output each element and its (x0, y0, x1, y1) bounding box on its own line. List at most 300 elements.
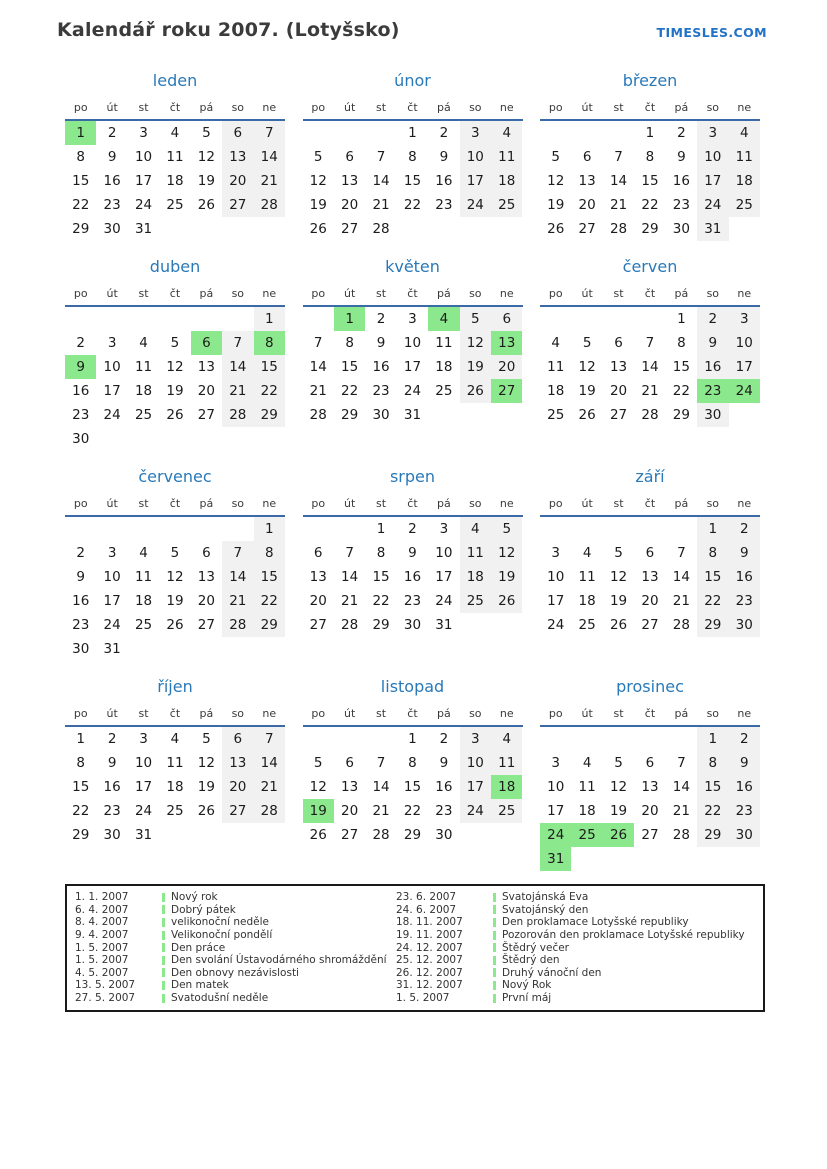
day-cell: 16 (729, 565, 760, 589)
day-cell: 4 (729, 121, 760, 145)
weekday-header: út (106, 707, 118, 720)
day-cell: 8 (697, 541, 728, 565)
day-cell: 7 (376, 755, 386, 771)
day-cell: 7 (677, 545, 686, 561)
day-cell-empty (159, 427, 190, 451)
week-row (303, 823, 523, 847)
weekday-header-row (303, 285, 523, 307)
holiday-day-cell: 25 (571, 823, 602, 847)
weekday-header: pá (674, 497, 689, 510)
day-cell: 31 (435, 617, 453, 633)
day-cell: 22 (403, 197, 422, 213)
week-row (65, 145, 285, 169)
weekday-header: pá (437, 707, 451, 720)
day-cell-empty (254, 217, 285, 241)
months-grid (65, 71, 760, 871)
day-cell: 24 (547, 617, 565, 633)
day-cell-empty (729, 403, 760, 427)
day-cell: 27 (222, 193, 253, 217)
weekday-header: ne (499, 101, 514, 114)
day-cell: 5 (313, 149, 323, 165)
day-cell: 25 (491, 193, 522, 217)
holiday-date: 24. 6. 2007 (396, 903, 457, 916)
week-row (540, 145, 760, 169)
day-cell-empty (540, 727, 571, 751)
weekday-header: pá (674, 287, 689, 300)
weekday-header: po (311, 287, 326, 300)
holiday-marker (162, 905, 165, 914)
holiday-marker (162, 918, 165, 927)
day-cell: 16 (729, 775, 760, 799)
weekday-header-row (540, 705, 760, 727)
holiday-item (75, 954, 396, 967)
day-cell: 28 (641, 407, 659, 423)
day-cell: 21 (222, 379, 253, 403)
day-cell: 18 (166, 779, 184, 795)
day-cell: 5 (170, 545, 180, 561)
holiday-item (396, 904, 763, 917)
day-cell: 10 (403, 335, 422, 351)
day-cell: 8 (345, 335, 354, 351)
day-cell: 30 (729, 823, 760, 847)
day-cell-empty (96, 307, 127, 331)
month-title: srpen (389, 467, 436, 486)
weekday-header: út (343, 287, 356, 300)
week-row (540, 541, 760, 565)
week-row (303, 169, 523, 193)
holiday-item (75, 916, 396, 929)
day-cell: 16 (697, 355, 728, 379)
holiday-name: Den svolání Ústavodárného shromáždění (171, 954, 387, 967)
day-cell: 29 (672, 407, 690, 423)
day-cell: 11 (134, 569, 153, 585)
holiday-item (396, 916, 763, 929)
day-cell-empty (491, 823, 522, 847)
day-cell: 17 (134, 779, 153, 795)
day-cell: 5 (551, 149, 560, 165)
holiday-marker (493, 931, 496, 940)
day-cell: 11 (491, 751, 522, 775)
week-row (540, 589, 760, 613)
day-cell: 23 (435, 803, 453, 819)
day-cell: 18 (578, 593, 596, 609)
day-cell: 31 (103, 641, 121, 657)
month-title: prosinec (616, 677, 684, 696)
day-cell: 17 (435, 569, 453, 585)
day-cell: 7 (645, 335, 655, 351)
day-cell: 29 (254, 613, 285, 637)
day-cell: 29 (697, 613, 728, 637)
day-cell: 20 (641, 593, 659, 609)
day-cell: 22 (403, 803, 422, 819)
weekday-header: čt (407, 287, 418, 300)
day-cell: 13 (578, 173, 596, 189)
day-cell: 15 (672, 359, 690, 375)
weekday-header: pá (199, 287, 214, 300)
day-cell: 11 (729, 145, 760, 169)
day-cell: 5 (202, 731, 211, 747)
weekday-header: út (106, 497, 118, 510)
day-cell: 15 (403, 779, 422, 795)
holiday-marker (162, 994, 165, 1003)
holiday-day-cell: 9 (65, 355, 96, 379)
weekday-header: ne (262, 707, 277, 720)
week-row (303, 589, 523, 613)
day-cell: 12 (197, 149, 215, 165)
day-cell: 14 (609, 173, 628, 189)
day-cell: 10 (103, 359, 121, 375)
holiday-name: Den matek (171, 979, 229, 992)
week-row (65, 565, 285, 589)
week-row (65, 637, 285, 661)
week-row (540, 799, 760, 823)
weekday-header: út (343, 101, 356, 114)
day-cell-empty (303, 307, 334, 331)
day-cell: 10 (460, 751, 491, 775)
page-title: Kalendář roku 2007. (Lotyšsko) (57, 19, 400, 41)
day-cell: 21 (341, 593, 359, 609)
day-cell-empty (603, 517, 634, 541)
day-cell: 2 (76, 335, 85, 351)
weekday-header: po (311, 101, 326, 114)
holiday-name: Druhý vánoční den (502, 966, 602, 979)
day-cell: 22 (341, 383, 359, 399)
day-cell: 13 (222, 145, 253, 169)
week-row (65, 193, 285, 217)
day-cell: 12 (491, 541, 522, 565)
day-cell: 20 (197, 593, 215, 609)
week-row (540, 823, 760, 847)
week-row (65, 799, 285, 823)
weekday-header: út (581, 101, 593, 114)
day-cell: 8 (697, 751, 728, 775)
day-cell: 23 (103, 197, 121, 213)
day-cell: 28 (341, 617, 359, 633)
day-cell: 28 (309, 407, 327, 423)
weekday-header: pá (199, 101, 214, 114)
day-cell-empty (460, 823, 491, 847)
day-cell: 16 (72, 593, 90, 609)
day-cell: 20 (341, 803, 359, 819)
day-cell-empty (222, 823, 253, 847)
day-cell: 14 (672, 779, 690, 795)
day-cell-empty (571, 847, 602, 871)
day-cell: 8 (376, 545, 386, 561)
day-cell: 11 (491, 145, 522, 169)
weekday-header-row (540, 495, 760, 517)
day-cell: 15 (341, 359, 359, 375)
weekday-header: po (73, 287, 88, 300)
day-cell: 4 (139, 545, 148, 561)
holiday-name: Den proklamace Lotyšské republiky (502, 916, 689, 929)
day-cell: 12 (578, 359, 596, 375)
day-cell: 9 (439, 149, 449, 165)
holiday-item (75, 904, 396, 917)
holiday-date: 4. 5. 2007 (75, 966, 129, 979)
day-cell: 8 (408, 149, 417, 165)
day-cell: 12 (309, 779, 327, 795)
weekday-header: st (613, 287, 624, 300)
weekday-header: st (376, 497, 387, 510)
holiday-day-cell: 1 (65, 121, 96, 145)
day-cell: 13 (309, 569, 327, 585)
weekday-header-row (540, 99, 760, 121)
day-cell: 12 (166, 569, 184, 585)
day-cell: 6 (345, 149, 354, 165)
holiday-date: 24. 12. 2007 (396, 941, 463, 954)
holiday-date: 26. 12. 2007 (396, 966, 463, 979)
holiday-marker (162, 968, 165, 977)
day-cell-empty (159, 307, 190, 331)
day-cell: 10 (460, 145, 491, 169)
day-cell: 5 (170, 335, 180, 351)
day-cell-empty (128, 637, 159, 661)
day-cell: 14 (672, 569, 690, 585)
day-cell: 14 (222, 355, 253, 379)
day-cell: 26 (578, 407, 596, 423)
week-row (303, 517, 523, 541)
day-cell: 14 (254, 145, 285, 169)
day-cell: 23 (72, 407, 90, 423)
day-cell-empty (128, 427, 159, 451)
day-cell: 7 (345, 545, 354, 561)
month-únor (303, 71, 523, 241)
weekday-header-row (65, 285, 285, 307)
holiday-day-cell: 4 (428, 307, 459, 331)
holiday-date: 1. 5. 2007 (396, 992, 450, 1005)
day-cell: 30 (672, 221, 690, 237)
day-cell: 2 (408, 521, 417, 537)
day-cell: 28 (254, 799, 285, 823)
month-říjen (65, 677, 285, 847)
day-cell-empty (191, 823, 222, 847)
day-cell: 3 (107, 335, 117, 351)
holiday-day-cell: 6 (191, 331, 222, 355)
holiday-date: 18. 11. 2007 (396, 916, 463, 929)
holiday-day-cell: 31 (540, 847, 571, 871)
holiday-name: Velikonoční pondělí (171, 929, 273, 942)
week-row (65, 169, 285, 193)
day-cell-empty (729, 217, 760, 241)
day-cell: 18 (134, 383, 153, 399)
holiday-item (396, 967, 763, 980)
day-cell: 1 (254, 517, 285, 541)
day-cell: 20 (222, 169, 253, 193)
holiday-date: 1. 5. 2007 (75, 954, 129, 967)
day-cell-empty (191, 637, 222, 661)
day-cell: 24 (435, 593, 453, 609)
day-cell: 10 (547, 779, 565, 795)
month-březen (540, 71, 760, 241)
weekday-header: st (138, 497, 149, 510)
day-cell: 14 (309, 359, 327, 375)
weekday-header: pá (674, 707, 689, 720)
day-cell: 10 (103, 569, 121, 585)
day-cell: 6 (491, 307, 522, 331)
holiday-day-cell: 26 (603, 823, 634, 847)
day-cell: 9 (76, 569, 85, 585)
day-cell: 6 (345, 755, 354, 771)
day-cell-empty (460, 217, 491, 241)
day-cell: 17 (103, 383, 121, 399)
weekday-header: pá (437, 287, 451, 300)
day-cell: 27 (341, 827, 359, 843)
day-cell: 29 (254, 403, 285, 427)
day-cell: 7 (254, 121, 285, 145)
weekday-header: pá (674, 101, 689, 114)
day-cell-empty (603, 847, 634, 871)
day-cell: 9 (697, 331, 728, 355)
day-cell: 22 (697, 589, 728, 613)
holiday-marker (162, 893, 165, 902)
week-row (540, 613, 760, 637)
holiday-date: 25. 12. 2007 (396, 954, 463, 967)
holiday-date: 6. 4. 2007 (75, 903, 129, 916)
week-row (540, 121, 760, 145)
day-cell: 23 (72, 617, 90, 633)
day-cell: 2 (729, 517, 760, 541)
day-cell: 6 (222, 727, 253, 751)
day-cell: 21 (672, 803, 690, 819)
weekday-header: pá (437, 101, 451, 114)
day-cell-empty (491, 403, 522, 427)
day-cell-empty (460, 403, 491, 427)
day-cell: 4 (460, 517, 491, 541)
day-cell-empty (540, 307, 571, 331)
day-cell: 22 (641, 197, 659, 213)
day-cell: 14 (222, 565, 253, 589)
holiday-marker (493, 956, 496, 965)
day-cell: 23 (372, 383, 390, 399)
day-cell-empty (540, 121, 571, 145)
day-cell-empty (334, 121, 365, 145)
day-cell: 18 (547, 383, 565, 399)
day-cell: 4 (582, 545, 592, 561)
day-cell: 12 (197, 755, 215, 771)
day-cell: 18 (166, 173, 184, 189)
week-row (65, 775, 285, 799)
day-cell-empty (65, 307, 96, 331)
brand-link[interactable]: TIMESLES.COM (656, 25, 767, 40)
weekday-header: čt (169, 497, 181, 510)
day-cell: 6 (222, 121, 253, 145)
week-row (540, 307, 760, 331)
day-cell: 4 (551, 335, 560, 351)
holiday-date: 31. 12. 2007 (396, 979, 463, 992)
day-cell: 27 (309, 617, 327, 633)
holiday-name: Nový Rok (502, 979, 552, 992)
day-cell: 1 (697, 517, 728, 541)
day-cell: 21 (309, 383, 327, 399)
day-cell: 2 (376, 311, 386, 327)
day-cell-empty (666, 847, 697, 871)
day-cell: 17 (697, 169, 728, 193)
weekday-header: út (106, 287, 118, 300)
week-row (303, 217, 523, 241)
day-cell: 19 (578, 383, 596, 399)
holiday-name: Nový rok (171, 891, 218, 904)
day-cell: 21 (641, 383, 659, 399)
weekday-header: st (138, 101, 149, 114)
weekday-header: so (469, 707, 482, 720)
day-cell-empty (222, 427, 253, 451)
day-cell-empty (491, 613, 522, 637)
weekday-header: so (706, 101, 720, 114)
holiday-legend (65, 884, 765, 1012)
day-cell: 12 (309, 173, 327, 189)
day-cell: 18 (491, 169, 522, 193)
day-cell: 31 (403, 407, 422, 423)
week-row (303, 331, 523, 355)
holiday-marker (162, 956, 165, 965)
day-cell: 11 (166, 755, 184, 771)
day-cell: 30 (697, 403, 728, 427)
month-květen (303, 257, 523, 427)
day-cell-empty (334, 517, 365, 541)
day-cell-empty (65, 517, 96, 541)
day-cell: 12 (547, 173, 565, 189)
day-cell: 23 (103, 803, 121, 819)
day-cell-empty (397, 217, 428, 241)
holiday-day-cell: 24 (540, 823, 571, 847)
month-title: březen (622, 71, 678, 90)
day-cell: 27 (197, 617, 215, 633)
day-cell: 15 (697, 565, 728, 589)
holiday-item (396, 891, 763, 904)
day-cell: 8 (76, 149, 85, 165)
day-cell: 14 (341, 569, 359, 585)
day-cell-empty (666, 517, 697, 541)
day-cell: 22 (697, 799, 728, 823)
day-cell: 18 (134, 593, 153, 609)
day-cell: 5 (313, 755, 323, 771)
day-cell-empty (254, 823, 285, 847)
day-cell: 6 (645, 755, 655, 771)
day-cell: 10 (134, 149, 153, 165)
month-duben (65, 257, 285, 451)
month-srpen (303, 467, 523, 637)
weekday-header: st (613, 497, 624, 510)
week-row (303, 403, 523, 427)
holiday-marker (493, 981, 496, 990)
holiday-item (396, 954, 763, 967)
week-row (65, 517, 285, 541)
day-cell-empty (191, 427, 222, 451)
week-row (65, 589, 285, 613)
holiday-name: velikonoční neděle (171, 916, 270, 929)
day-cell-empty (303, 517, 334, 541)
day-cell-empty (96, 427, 127, 451)
day-cell-empty (254, 637, 285, 661)
day-cell: 21 (254, 169, 285, 193)
day-cell: 15 (72, 779, 90, 795)
weekday-header: so (469, 101, 482, 114)
week-row (540, 169, 760, 193)
weekday-header: so (469, 497, 482, 510)
weekday-header: čt (644, 287, 656, 300)
day-cell: 15 (697, 775, 728, 799)
day-cell-empty (222, 217, 253, 241)
weekday-header: ne (737, 497, 752, 510)
day-cell: 31 (134, 827, 153, 843)
holiday-date: 19. 11. 2007 (396, 929, 463, 942)
day-cell: 27 (197, 407, 215, 423)
legend-column-right (396, 891, 763, 1004)
day-cell: 6 (645, 545, 655, 561)
day-cell: 14 (641, 359, 659, 375)
day-cell: 25 (491, 799, 522, 823)
day-cell: 23 (435, 197, 453, 213)
